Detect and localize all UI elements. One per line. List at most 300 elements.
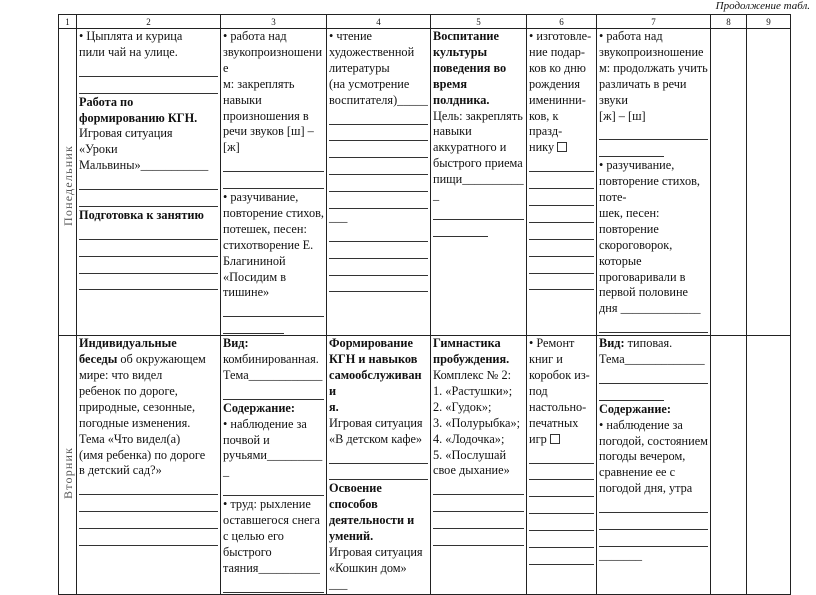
cell-text: Содержание:: [223, 400, 295, 415]
cell-text-line: [599, 29, 708, 45]
cell-text-line: [223, 238, 324, 254]
cell-text: • Цыплята и курица: [79, 29, 183, 43]
cell-text: почвой и: [223, 432, 270, 447]
cell-text: настольно-: [529, 399, 587, 414]
cell-text-line: [599, 93, 708, 109]
cell-text: «Кошкин дом» ___: [329, 560, 410, 591]
monday-col-4: [327, 29, 431, 336]
cell-text-line: [223, 206, 324, 222]
day-label-monday: Понедельник: [60, 145, 75, 227]
cell-text: • разучивание,: [599, 158, 675, 173]
cell-text: самообслуживани: [329, 367, 422, 398]
cell-text: (имя ребенка) по дороге: [79, 447, 206, 462]
header-cell: 4: [327, 15, 431, 29]
cell-text: повторение стихов,: [599, 174, 701, 189]
cell-text-line: [599, 190, 708, 206]
fill-in-line: [223, 318, 284, 334]
header-cell: 9: [747, 15, 791, 29]
cell-text-line: [433, 45, 524, 61]
cell-text: _______: [599, 547, 643, 562]
plan-table: [58, 14, 791, 595]
cell-text: погодой, состоянием: [599, 433, 708, 448]
cell-text-line: [79, 432, 218, 448]
cell-text-line: [223, 93, 324, 109]
cell-text: [ж]: [223, 140, 240, 155]
cell-text: формированию КГН.: [79, 110, 198, 125]
cell-text-line: [529, 384, 594, 400]
cell-text: «Уроки: [79, 142, 118, 157]
cell-text: [ж] – [ш]: [599, 108, 646, 123]
fill-in-line: [79, 191, 218, 207]
continuation-note: Продолжение табл.: [715, 0, 810, 12]
cell-text-line: [433, 140, 524, 156]
cell-text-line: [223, 448, 324, 480]
cell-text: • Ремонт: [529, 336, 575, 351]
cell-text: потешек, песен:: [223, 221, 307, 236]
cell-text: именинни-: [529, 92, 586, 107]
cell-text: • труд: рыхление: [223, 497, 311, 512]
checkbox-square-icon: [557, 142, 567, 152]
cell-text-line: [223, 561, 324, 577]
fill-in-line: [529, 498, 594, 514]
cell-text: навыки: [433, 124, 472, 139]
cell-text-line: [223, 285, 324, 301]
fill-in-line: [329, 243, 428, 259]
cell-text: 1. «Растушки»;: [433, 383, 513, 398]
cell-text-line: [599, 158, 708, 174]
fill-in-line: [529, 448, 594, 464]
cell-text: стихотворение Е.: [223, 237, 314, 252]
cell-text-line: [599, 301, 708, 317]
cell-text-line: [433, 448, 524, 464]
cell-text-rest: типовая.: [624, 336, 673, 351]
cell-text: м: закреплять: [223, 76, 295, 91]
monday-row: [59, 29, 791, 336]
cell-text-line: [529, 29, 594, 45]
cell-text: время полдника.: [433, 76, 490, 107]
cell-text: свое дыхание»: [433, 463, 510, 478]
header-cell: 2: [77, 15, 221, 29]
cell-text: ков, к празд-: [529, 108, 563, 139]
fill-in-line: [79, 241, 218, 257]
cell-text-line: [223, 529, 324, 545]
cell-text-line: [223, 352, 324, 368]
cell-text-line: [329, 29, 428, 45]
cell-text-line: [599, 174, 708, 190]
cell-text: мире: что видел: [79, 367, 163, 382]
cell-text-line: [223, 254, 324, 270]
fill-in-line: [433, 513, 524, 529]
monday-col-3: [221, 29, 327, 336]
cell-text-line: [433, 109, 524, 125]
cell-text-line: [529, 93, 594, 109]
cell-text: коробок из-: [529, 367, 590, 382]
cell-text-line: [329, 93, 428, 109]
cell-text-line: [79, 158, 218, 174]
cell-text-line: [223, 497, 324, 513]
tuesday-row: [59, 336, 791, 594]
cell-text-line: [329, 400, 428, 416]
fill-in-line: [529, 207, 594, 223]
cell-text-line: [433, 416, 524, 432]
cell-text: КГН и навыков: [329, 352, 418, 367]
fill-in-line: [599, 385, 664, 401]
tuesday-col-3: [221, 336, 327, 594]
cell-text-line: [433, 352, 524, 368]
fill-in-line: [79, 513, 218, 529]
cell-text-line: [529, 45, 594, 61]
cell-text-line: [329, 432, 428, 448]
cell-text-line: [599, 336, 708, 352]
cell-text: • наблюдение за: [223, 416, 307, 431]
cell-text: звуки: [599, 92, 628, 107]
fill-in-line: [529, 549, 594, 565]
cell-text-line: [599, 222, 708, 238]
fill-in-line: [599, 317, 708, 333]
cell-text-line: [79, 384, 218, 400]
fill-in-line: [529, 532, 594, 548]
cell-text: звукопроизношение: [223, 44, 323, 75]
cell-text: ручьями__________: [223, 448, 323, 479]
fill-in-line: [529, 190, 594, 206]
cell-text-line: [433, 368, 524, 384]
cell-text: навыки: [223, 92, 262, 107]
cell-text-line: [433, 29, 524, 45]
cell-text-line: [223, 417, 324, 433]
cell-text-line: [433, 77, 524, 109]
cell-text-line: [329, 61, 428, 77]
cell-text-line: [529, 416, 594, 432]
cell-text-line: [599, 109, 708, 125]
cell-text: печатных: [529, 415, 579, 430]
cell-text: Освоение: [329, 481, 382, 496]
cell-text-line: [433, 463, 524, 479]
fill-in-line: [79, 224, 218, 240]
cell-text-line: [223, 190, 324, 206]
cell-text: комбинированная.: [223, 352, 319, 367]
cell-text-line: [223, 401, 324, 417]
cell-text-line: [599, 270, 708, 286]
cell-text-line: [529, 400, 594, 416]
fill-in-line: [433, 221, 488, 237]
cell-text-line: [529, 368, 594, 384]
fill-in-line: [79, 258, 218, 274]
cell-text: нику: [529, 140, 555, 155]
cell-text: художественной: [329, 44, 415, 59]
monday-col-7: [597, 29, 711, 336]
cell-text-line: [329, 416, 428, 432]
fill-in-line: [529, 515, 594, 531]
fill-in-line: [329, 176, 428, 192]
cell-text-line: [79, 45, 218, 61]
cell-text: литературы: [329, 60, 390, 75]
cell-text-line: [433, 124, 524, 140]
cell-text: Формирование: [329, 336, 413, 351]
cell-text-line: [329, 529, 428, 545]
cell-text: Благининой: [223, 253, 286, 268]
cell-text: м: продолжать учить: [599, 60, 708, 75]
fill-in-line: [329, 193, 428, 209]
fill-in-line: [599, 531, 708, 547]
monday-col-9: [747, 29, 791, 336]
cell-text-line: [223, 45, 324, 77]
fill-in-line: [529, 156, 594, 172]
cell-text: пищи___________: [433, 172, 524, 203]
cell-text: «Посидим в: [223, 269, 287, 284]
fill-in-line: [79, 496, 218, 512]
fill-in-line: [329, 276, 428, 292]
cell-text-line: [529, 352, 594, 368]
header-row: [59, 15, 791, 29]
cell-text: под: [529, 383, 548, 398]
cell-text: с целью его: [223, 529, 284, 543]
fill-in-line: [433, 204, 524, 220]
cell-text-line: [79, 352, 218, 368]
cell-text: различать в речи: [599, 76, 687, 91]
cell-text-line: [529, 432, 594, 448]
cell-text: Мальвины»___________: [79, 158, 209, 173]
fill-in-line: [329, 260, 428, 276]
cell-text-line: [223, 77, 324, 93]
cell-text-line: [329, 336, 428, 352]
fill-in-line: [433, 479, 524, 495]
cell-text: я.: [329, 399, 339, 414]
cell-text: поте-: [599, 190, 627, 205]
fill-in-line: [79, 61, 218, 77]
cell-text-line: [433, 384, 524, 400]
cell-text-line: [329, 368, 428, 400]
cell-text: Индивидуальные: [79, 336, 177, 351]
monday-col-8: [711, 29, 747, 336]
fill-in-line: [329, 109, 428, 125]
fill-in-line: [529, 481, 594, 497]
cell-text: рождения: [529, 76, 581, 91]
cell-text: таяния__________: [223, 560, 320, 575]
fill-in-line: [529, 224, 594, 240]
cell-text: • работа над: [223, 29, 287, 43]
cell-text-line: [599, 481, 708, 497]
cell-text: поведения во: [433, 60, 507, 75]
cell-text: 2. «Гудок»;: [433, 399, 492, 414]
cell-text-line: [599, 61, 708, 77]
cell-text: быстрого: [223, 544, 272, 559]
monday-col-5: [431, 29, 527, 336]
header-cell: 8: [711, 15, 747, 29]
fill-in-line: [223, 577, 324, 593]
cell-text-line: [329, 561, 428, 593]
fill-in-line: [79, 274, 218, 290]
cell-text: Вид:: [223, 336, 249, 351]
header-cell: 3: [221, 15, 327, 29]
cell-text-line: [223, 368, 324, 384]
cell-text: Подготовка к занятию: [79, 207, 204, 222]
fill-in-line: [529, 241, 594, 257]
cell-text: • разучивание,: [223, 190, 299, 205]
fill-in-line: [329, 142, 428, 158]
cell-text: Тема_____________: [599, 352, 705, 367]
cell-text: Игровая ситуация: [329, 544, 423, 559]
cell-text: дня _____________: [599, 301, 701, 316]
cell-text-line: [599, 418, 708, 434]
cell-text: (на усмотрение: [329, 76, 410, 91]
cell-text-line: [599, 465, 708, 481]
cell-text-line: [223, 140, 324, 156]
cell-text-line: [79, 448, 218, 464]
cell-text-line: [79, 111, 218, 127]
fill-in-line: [599, 368, 708, 384]
cell-text-line: [529, 61, 594, 77]
cell-text: скороговорок,: [599, 237, 673, 252]
header-cell: 7: [597, 15, 711, 29]
cell-text-line: [599, 548, 708, 564]
cell-text: проговаривали в: [599, 269, 686, 284]
cell-text: Воспитание: [433, 29, 499, 43]
tuesday-col-4: [327, 336, 431, 594]
cell-text: звукопроизношение: [599, 44, 704, 59]
cell-text: повторение стихов,: [223, 205, 325, 220]
fill-in-line: [223, 301, 324, 317]
cell-text: Тема____________: [223, 367, 323, 382]
tuesday-col-6: [527, 336, 597, 594]
cell-text: способов: [329, 497, 378, 512]
fill-in-line: [599, 124, 708, 140]
cell-text-line: [79, 463, 218, 479]
monday-col-6: [527, 29, 597, 336]
cell-text: ребенок по дороге,: [79, 383, 178, 398]
cell-text-line: [79, 126, 218, 142]
cell-text: игр: [529, 431, 547, 446]
cell-text-line: [223, 270, 324, 286]
cell-text: шек, песен:: [599, 205, 660, 220]
cell-text-line: [329, 210, 428, 226]
day-label-cell: [59, 29, 77, 336]
cell-text: ние подар-: [529, 44, 586, 59]
fill-in-line: [79, 530, 218, 546]
fill-in-line: [433, 496, 524, 512]
monday-col-2: [77, 29, 221, 336]
cell-text-line: [329, 545, 428, 561]
cell-text-line: [599, 402, 708, 418]
cell-text-line: [529, 77, 594, 93]
fill-in-line: [329, 226, 428, 242]
cell-text: первой половине: [599, 285, 688, 300]
cell-text: умений.: [329, 529, 374, 543]
cell-text-line: [223, 109, 324, 125]
cell-text: погодой дня, утра: [599, 481, 693, 496]
fill-in-line: [329, 159, 428, 175]
cell-text: пили чай на улице.: [79, 44, 178, 59]
fill-in-line: [79, 479, 218, 495]
cell-text-line: [599, 352, 708, 368]
cell-text: погоды вечером,: [599, 449, 686, 464]
cell-text-line: [329, 352, 428, 368]
tuesday-col-5: [431, 336, 527, 594]
cell-text: Содержание:: [599, 401, 671, 416]
header-cell: 5: [431, 15, 527, 29]
cell-text: речи звуков [ш] –: [223, 124, 314, 139]
fill-in-line: [79, 78, 218, 94]
cell-text-line: [223, 124, 324, 140]
cell-text-line: [329, 513, 428, 529]
fill-in-line: [529, 464, 594, 480]
cell-text: Комплекс № 2:: [433, 367, 512, 382]
cell-text-line: [329, 77, 428, 93]
cell-text: Цель: закреплять: [433, 108, 523, 123]
cell-text: аккуратного и: [433, 140, 507, 155]
cell-text-line: [599, 449, 708, 465]
cell-text-line: [599, 45, 708, 61]
cell-text: повторение: [599, 221, 659, 236]
cell-text: сравнение ее с: [599, 465, 676, 480]
cell-text-line: [79, 142, 218, 158]
cell-text-line: [599, 434, 708, 450]
cell-text: ков ко дню: [529, 60, 586, 75]
fill-in-line: [79, 174, 218, 190]
checkbox-square-icon: [550, 434, 560, 444]
day-label-tuesday: Вторник: [60, 446, 75, 499]
header-cell: 1: [59, 15, 77, 29]
fill-in-line: [223, 384, 324, 400]
fill-in-line: [329, 448, 428, 464]
cell-text-line: [79, 336, 218, 352]
cell-text: • работа над: [599, 29, 663, 43]
cell-text: воспитателя)_____: [329, 92, 428, 107]
cell-text: которые: [599, 253, 642, 268]
cell-text-line: [79, 416, 218, 432]
cell-text-rest: об окружающем: [117, 352, 206, 367]
fill-in-line: [329, 464, 428, 480]
cell-text: оставшегося снега: [223, 513, 321, 528]
fill-in-line: [223, 156, 324, 172]
cell-text: 4. «Лодочка»;: [433, 431, 505, 446]
fill-in-line: [329, 125, 428, 141]
cell-text: Вид:: [599, 336, 625, 351]
tuesday-col-9: [747, 336, 791, 594]
cell-text-line: [79, 400, 218, 416]
cell-text: 5. «Послушай: [433, 447, 507, 462]
cell-text-line: [433, 400, 524, 416]
cell-text-line: [529, 109, 594, 141]
cell-text-line: [223, 222, 324, 238]
header-cell: 6: [527, 15, 597, 29]
cell-text-line: [223, 336, 324, 352]
cell-text-line: [79, 29, 218, 45]
cell-text-line: [433, 432, 524, 448]
cell-text-line: [599, 238, 708, 254]
cell-text-line: [223, 29, 324, 45]
cell-text: деятельности и: [329, 513, 415, 528]
cell-text-line: [599, 254, 708, 270]
cell-text: Игровая ситуация: [79, 126, 173, 141]
cell-text-line: [599, 77, 708, 93]
cell-text-line: [79, 95, 218, 111]
cell-text-line: [529, 336, 594, 352]
cell-text: • чтение: [329, 29, 373, 43]
cell-text-line: [433, 336, 524, 352]
cell-text-line: [79, 368, 218, 384]
cell-text: произношения в: [223, 108, 309, 123]
cell-text: Гимнастика: [433, 336, 501, 351]
cell-text: • наблюдение за: [599, 417, 683, 432]
cell-text: ___: [329, 209, 348, 224]
tuesday-col-7: [597, 336, 711, 594]
cell-text-line: [433, 156, 524, 172]
fill-in-line: [599, 514, 708, 530]
fill-in-line: [599, 497, 708, 513]
cell-text-line: [329, 481, 428, 497]
fill-in-line: [529, 274, 594, 290]
cell-text-line: [329, 497, 428, 513]
